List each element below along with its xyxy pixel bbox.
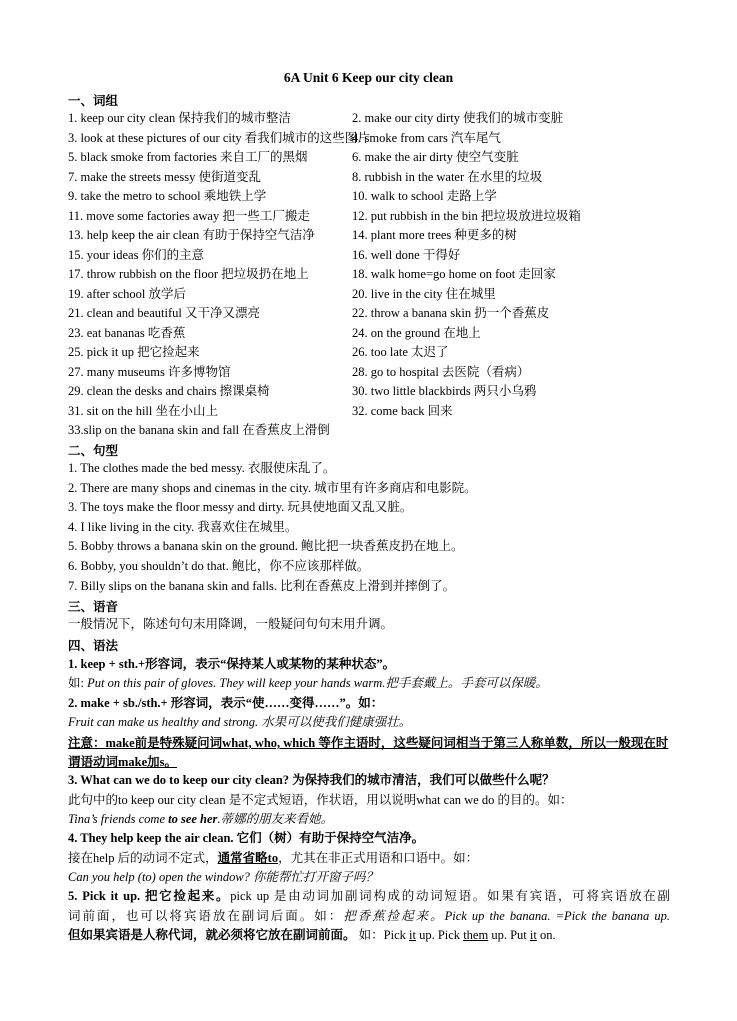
phrase-item: 11. move some factories away 把一些工厂搬走 bbox=[68, 208, 310, 223]
sentence-item: 2. There are many shops and cinemas in the city. 城市里有许多商店和电影院。 bbox=[68, 480, 477, 495]
phrase-item: 2. make our city dirty 使我们的城市变脏 bbox=[352, 111, 564, 125]
grammar-5-line-3 bbox=[68, 927, 556, 943]
phrase-item: 20. live in the city 住在城里 bbox=[352, 286, 496, 301]
phrase-item: 27. many museums 许多博物馆 bbox=[68, 364, 231, 379]
sentence-item: 5. Bobby throws a banana skin on the ground. 鲍比把一块香蕉皮扔在地上。 bbox=[68, 539, 464, 554]
grammar-2-note: 注意：make前是特殊疑问词what, who, which 等作主语时，这些疑问词相当于第三人称单数，所以一般现在时谓语动词make加s。 bbox=[68, 736, 669, 769]
section-heading-vocab: 一、词组 bbox=[68, 93, 119, 108]
phonetics-text: 一般情况下，陈述句句末用降调，一般疑问句句末用升调。 bbox=[68, 617, 394, 631]
section-heading-grammar: 四、语法 bbox=[68, 638, 119, 653]
phrase-item: 7. make the streets messy 使街道变乱 bbox=[68, 169, 262, 184]
body-text: up. Put bbox=[488, 928, 530, 942]
phrase-item: 8. rubbish in the water 在水里的垃圾 bbox=[352, 169, 543, 184]
phrase-item: 16. well done 干得好 bbox=[352, 247, 461, 262]
body-text: ，尤其在非正式用语和口语中。如： bbox=[278, 851, 479, 865]
body-text: up. Pick bbox=[415, 928, 464, 942]
grammar-3-text: 此句中的to keep our city clean 是不定式短语，作状语，用以说明what can we do 的目的。如： bbox=[68, 793, 573, 807]
grammar-5-line-2 bbox=[68, 908, 670, 924]
body-text: on. bbox=[536, 928, 556, 942]
sentence-item: 4. I like living in the city. 我喜欢住在城里。 bbox=[68, 519, 298, 534]
body-text: 如：Pick bbox=[355, 928, 409, 942]
phrase-item: 9. take the metro to school 乘地铁上学 bbox=[68, 189, 267, 203]
phrase-item: 13. help keep the air clean 有助于保持空气洁净 bbox=[68, 228, 315, 242]
phrase-item: 3. look at these pictures of our city 看我们城市的这些图片 bbox=[68, 130, 370, 145]
phrase-item: 10. walk to school 走路上学 bbox=[352, 189, 497, 203]
phrase-item: 15. your ideas 你们的主意 bbox=[68, 247, 205, 262]
grammar-2-example: Fruit can make us healthy and strong. 水果可以使我们健康强壮。 bbox=[68, 715, 412, 729]
section-heading-phonetics: 三、语音 bbox=[68, 599, 119, 614]
phrase-item: 24. on the ground 在地上 bbox=[352, 325, 481, 340]
phrase-item: 17. throw rubbish on the floor 把垃圾扔在地上 bbox=[68, 267, 309, 281]
sentence-item: 6. Bobby, you shouldn’t do that. 鲍比，你不应该那样做。 bbox=[68, 559, 370, 573]
phrase-item: 1. keep our city clean 保持我们的城市整洁 bbox=[68, 111, 291, 125]
phrase-item: 19. after school 放学后 bbox=[68, 286, 187, 301]
grammar-2-title: 2. make + sb./sth.+ 形容词，表示“使……变得……”。如： bbox=[68, 696, 384, 710]
phrase-item: 32. come back 回来 bbox=[352, 403, 453, 418]
phrase-item: 26. too late 太迟了 bbox=[352, 345, 449, 359]
example-prefix: 如: bbox=[68, 676, 88, 690]
grammar-5-title: 5. Pick it up. 把它捡起来。 bbox=[68, 889, 231, 903]
example-text: Tina’s friends come bbox=[68, 812, 169, 826]
grammar-4-title: 4. They help keep the air clean. 它们（树）有助于保持空气洁净。 bbox=[68, 831, 425, 845]
phrase-item: 25. pick it up 把它捡起来 bbox=[68, 345, 200, 359]
phrase-item: 30. two little blackbirds 两只小乌鸦 bbox=[352, 384, 537, 398]
sentence-item: 1. The clothes made the bed messy. 衣服使床乱了。 bbox=[68, 461, 336, 475]
emphasis-text: 通常省略to bbox=[217, 851, 279, 865]
phrase-item: 28. go to hospital 去医院（看病） bbox=[352, 364, 530, 379]
rule-text: 但如果宾语是人称代词，就必须将它放在副词前面。 bbox=[68, 928, 356, 942]
body-text: 词前面，也可以将宾语放在副词后面。如： bbox=[68, 909, 344, 923]
example-text: Put on this pair of gloves. They will keep your hands warm.把手套戴上。手套可以保暖。 bbox=[87, 676, 548, 690]
grammar-5-line-1 bbox=[68, 888, 670, 904]
phrase-item: 33.slip on the banana skin and fall 在香蕉皮上滑倒 bbox=[68, 423, 330, 437]
phrase-item: 5. black smoke from factories 来自工厂的黑烟 bbox=[68, 150, 308, 164]
document-title: 6A Unit 6 Keep our city clean bbox=[283, 70, 454, 85]
sentence-item: 3. The toys make the floor messy and dirty. 玩具使地面又乱又脏。 bbox=[68, 500, 413, 515]
sentence-item: 7. Billy slips on the banana skin and falls. 比利在香蕉皮上滑到并摔倒了。 bbox=[68, 578, 456, 593]
phrase-item: 14. plant more trees 种更多的树 bbox=[352, 228, 517, 242]
grammar-3-example bbox=[68, 811, 333, 827]
phrase-item: 6. make the air dirty 使空气变脏 bbox=[352, 150, 519, 164]
phrase-item: 22. throw a banana skin 扔一个香蕉皮 bbox=[352, 306, 550, 320]
phrase-item: 23. eat bananas 吃香蕉 bbox=[68, 325, 186, 340]
body-text: pick up 是由动词加副词构成的动词短语。如果有宾语，可将宾语放在副 bbox=[230, 889, 670, 903]
phrase-item: 21. clean and beautiful 又干净又漂亮 bbox=[68, 306, 260, 320]
example-text: .蒂娜的朋友来看她。 bbox=[217, 812, 334, 826]
phrase-item: 29. clean the desks and chairs 擦课桌椅 bbox=[68, 384, 270, 398]
pronoun-underlined: them bbox=[463, 928, 489, 942]
grammar-1-example bbox=[68, 675, 548, 691]
grammar-4-text bbox=[68, 850, 478, 866]
pronoun-underlined: it bbox=[409, 928, 416, 942]
grammar-3-title: 3. What can we do to keep our city clean? 为保持我们的城市清洁，我们可以做些什么呢？ bbox=[68, 773, 555, 787]
example-text: 把香蕉捡起来。Pick up the banana. =Pick the banana up. bbox=[343, 909, 670, 923]
body-text: 接在help 后的动词不定式， bbox=[68, 851, 218, 865]
example-highlight: to see her bbox=[168, 812, 218, 826]
phrase-item: 31. sit on the hill 坐在小山上 bbox=[68, 403, 219, 418]
grammar-4-example: Can you help (to) open the window? 你能帮忙打开窗子吗？ bbox=[68, 870, 379, 884]
section-heading-sentences: 二、句型 bbox=[68, 443, 119, 458]
phrase-item: 12. put rubbish in the bin 把垃圾放进垃圾箱 bbox=[352, 208, 581, 223]
phrase-item: 18. walk home=go home on foot 走回家 bbox=[352, 267, 556, 281]
phrase-item: 4. smoke from cars 汽车尾气 bbox=[352, 130, 501, 145]
pronoun-underlined: it bbox=[529, 928, 537, 942]
grammar-1-title: 1. keep + sth.+形容词，表示“保持某人或某物的某种状态”。 bbox=[68, 657, 396, 671]
